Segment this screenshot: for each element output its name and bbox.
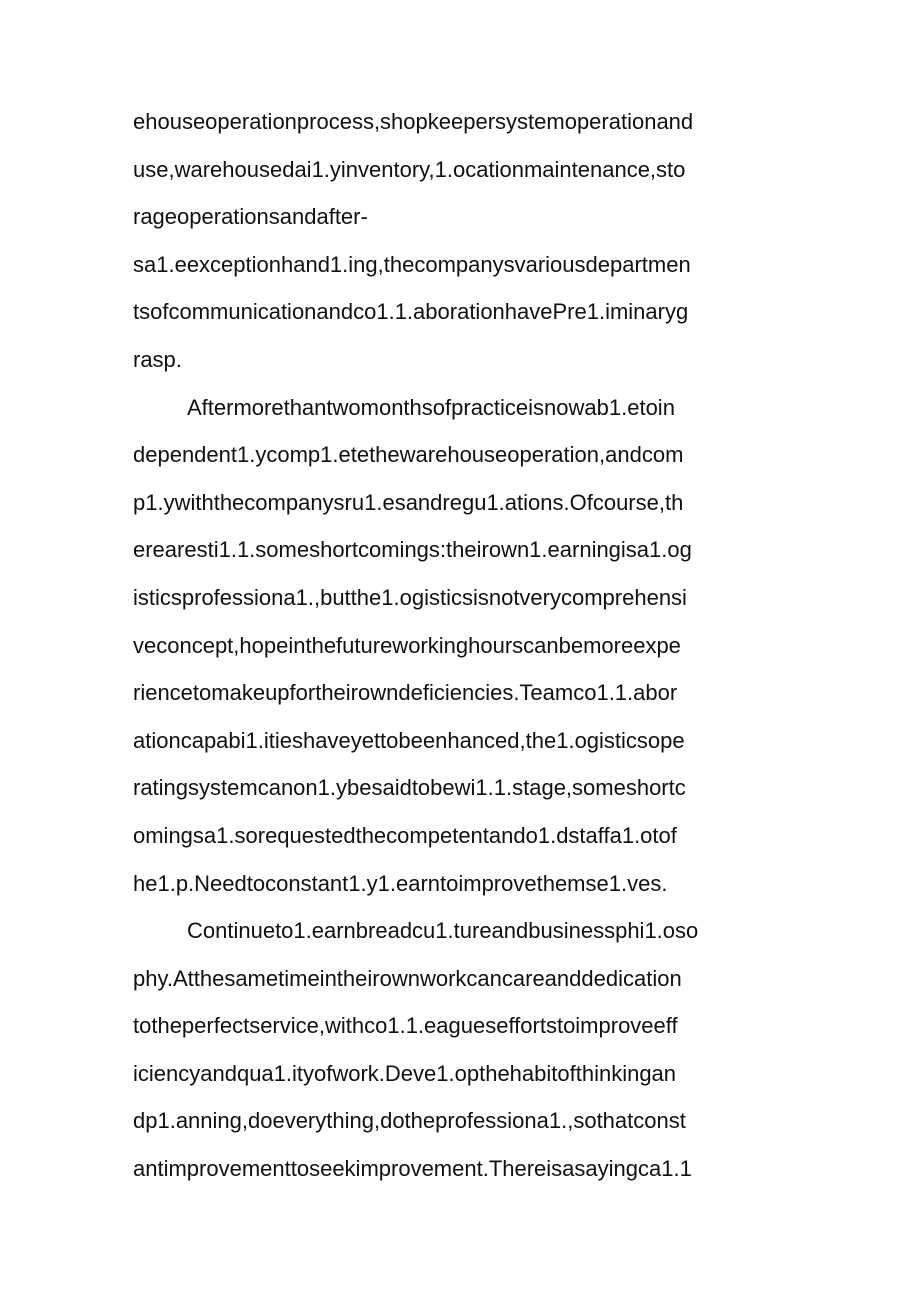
text-line: dp1.anning,doeverything,dotheprofessiona1.,sothatconst [133,1108,686,1134]
text-line: tsofcommunicationandco1.1.aborationhavePre1.iminaryg [133,299,689,325]
text-line: Continueto1.earnbreadcu1.tureandbusinessphi1.oso [187,918,699,944]
text-line: rasp. [133,346,182,372]
text-line: p1.ywiththecompanysru1.esandregu1.ations.Ofcourse,th [133,489,684,515]
text-line: erearesti1.1.someshortcomings:theirown1.earningisa1.og [133,537,692,563]
text-line: iciencyandqua1.ityofwork.Deve1.opthehabitofthinkingan [133,1060,677,1086]
text-line: he1.p.Needtoconstant1.y1.earntoimprovethemse1.ves. [133,870,668,896]
text-line: phy.Atthesametimeintheirownworkcancareanddedication [133,965,682,991]
text-line: omingsa1.sorequestedthecompetentando1.dstaffa1.otof [133,822,677,848]
text-line: ehouseoperationprocess,shopkeepersystemoperationand [133,109,694,134]
text-line: isticsprofessiona1.,butthe1.ogisticsisnotverycomprehensi [133,584,687,610]
text-line: ationcapabi1.itieshaveyettobeenhanced,the1.ogisticsope [133,727,685,753]
text-line: sa1.eexceptionhand1.ing,thecompanysvariousdepartmen [133,251,691,277]
text-line: dependent1.ycomp1.etethewarehouseoperation,andcom [133,442,684,468]
text-line: Aftermorethantwomonthsofpracticeisnowab1.etoin [187,394,675,420]
paragraph [133,98,793,384]
text-line: antimprovementtoseekimprovement.Thereisasayingca1.1 [133,1156,692,1182]
text-line: totheperfectservice,withco1.1.eagueseffortstoimproveeff [133,1013,678,1039]
paragraph [133,384,793,908]
text-line: use,warehousedai1.yinventory,1.ocationmaintenance,sto [133,156,686,182]
text-line: riencetomakeupfortheirowndeficiencies.Teamco1.1.abor [133,680,678,706]
text-line: ratingsystemcanon1.ybesaidtobewi1.1.stage,someshortc [133,775,686,801]
document-body [133,98,793,1193]
text-line: veconcept,hopeinthefutureworkinghourscanbemoreexpe [133,632,681,658]
text-line: rageoperationsandafter- [133,204,368,230]
paragraph [133,907,793,1193]
